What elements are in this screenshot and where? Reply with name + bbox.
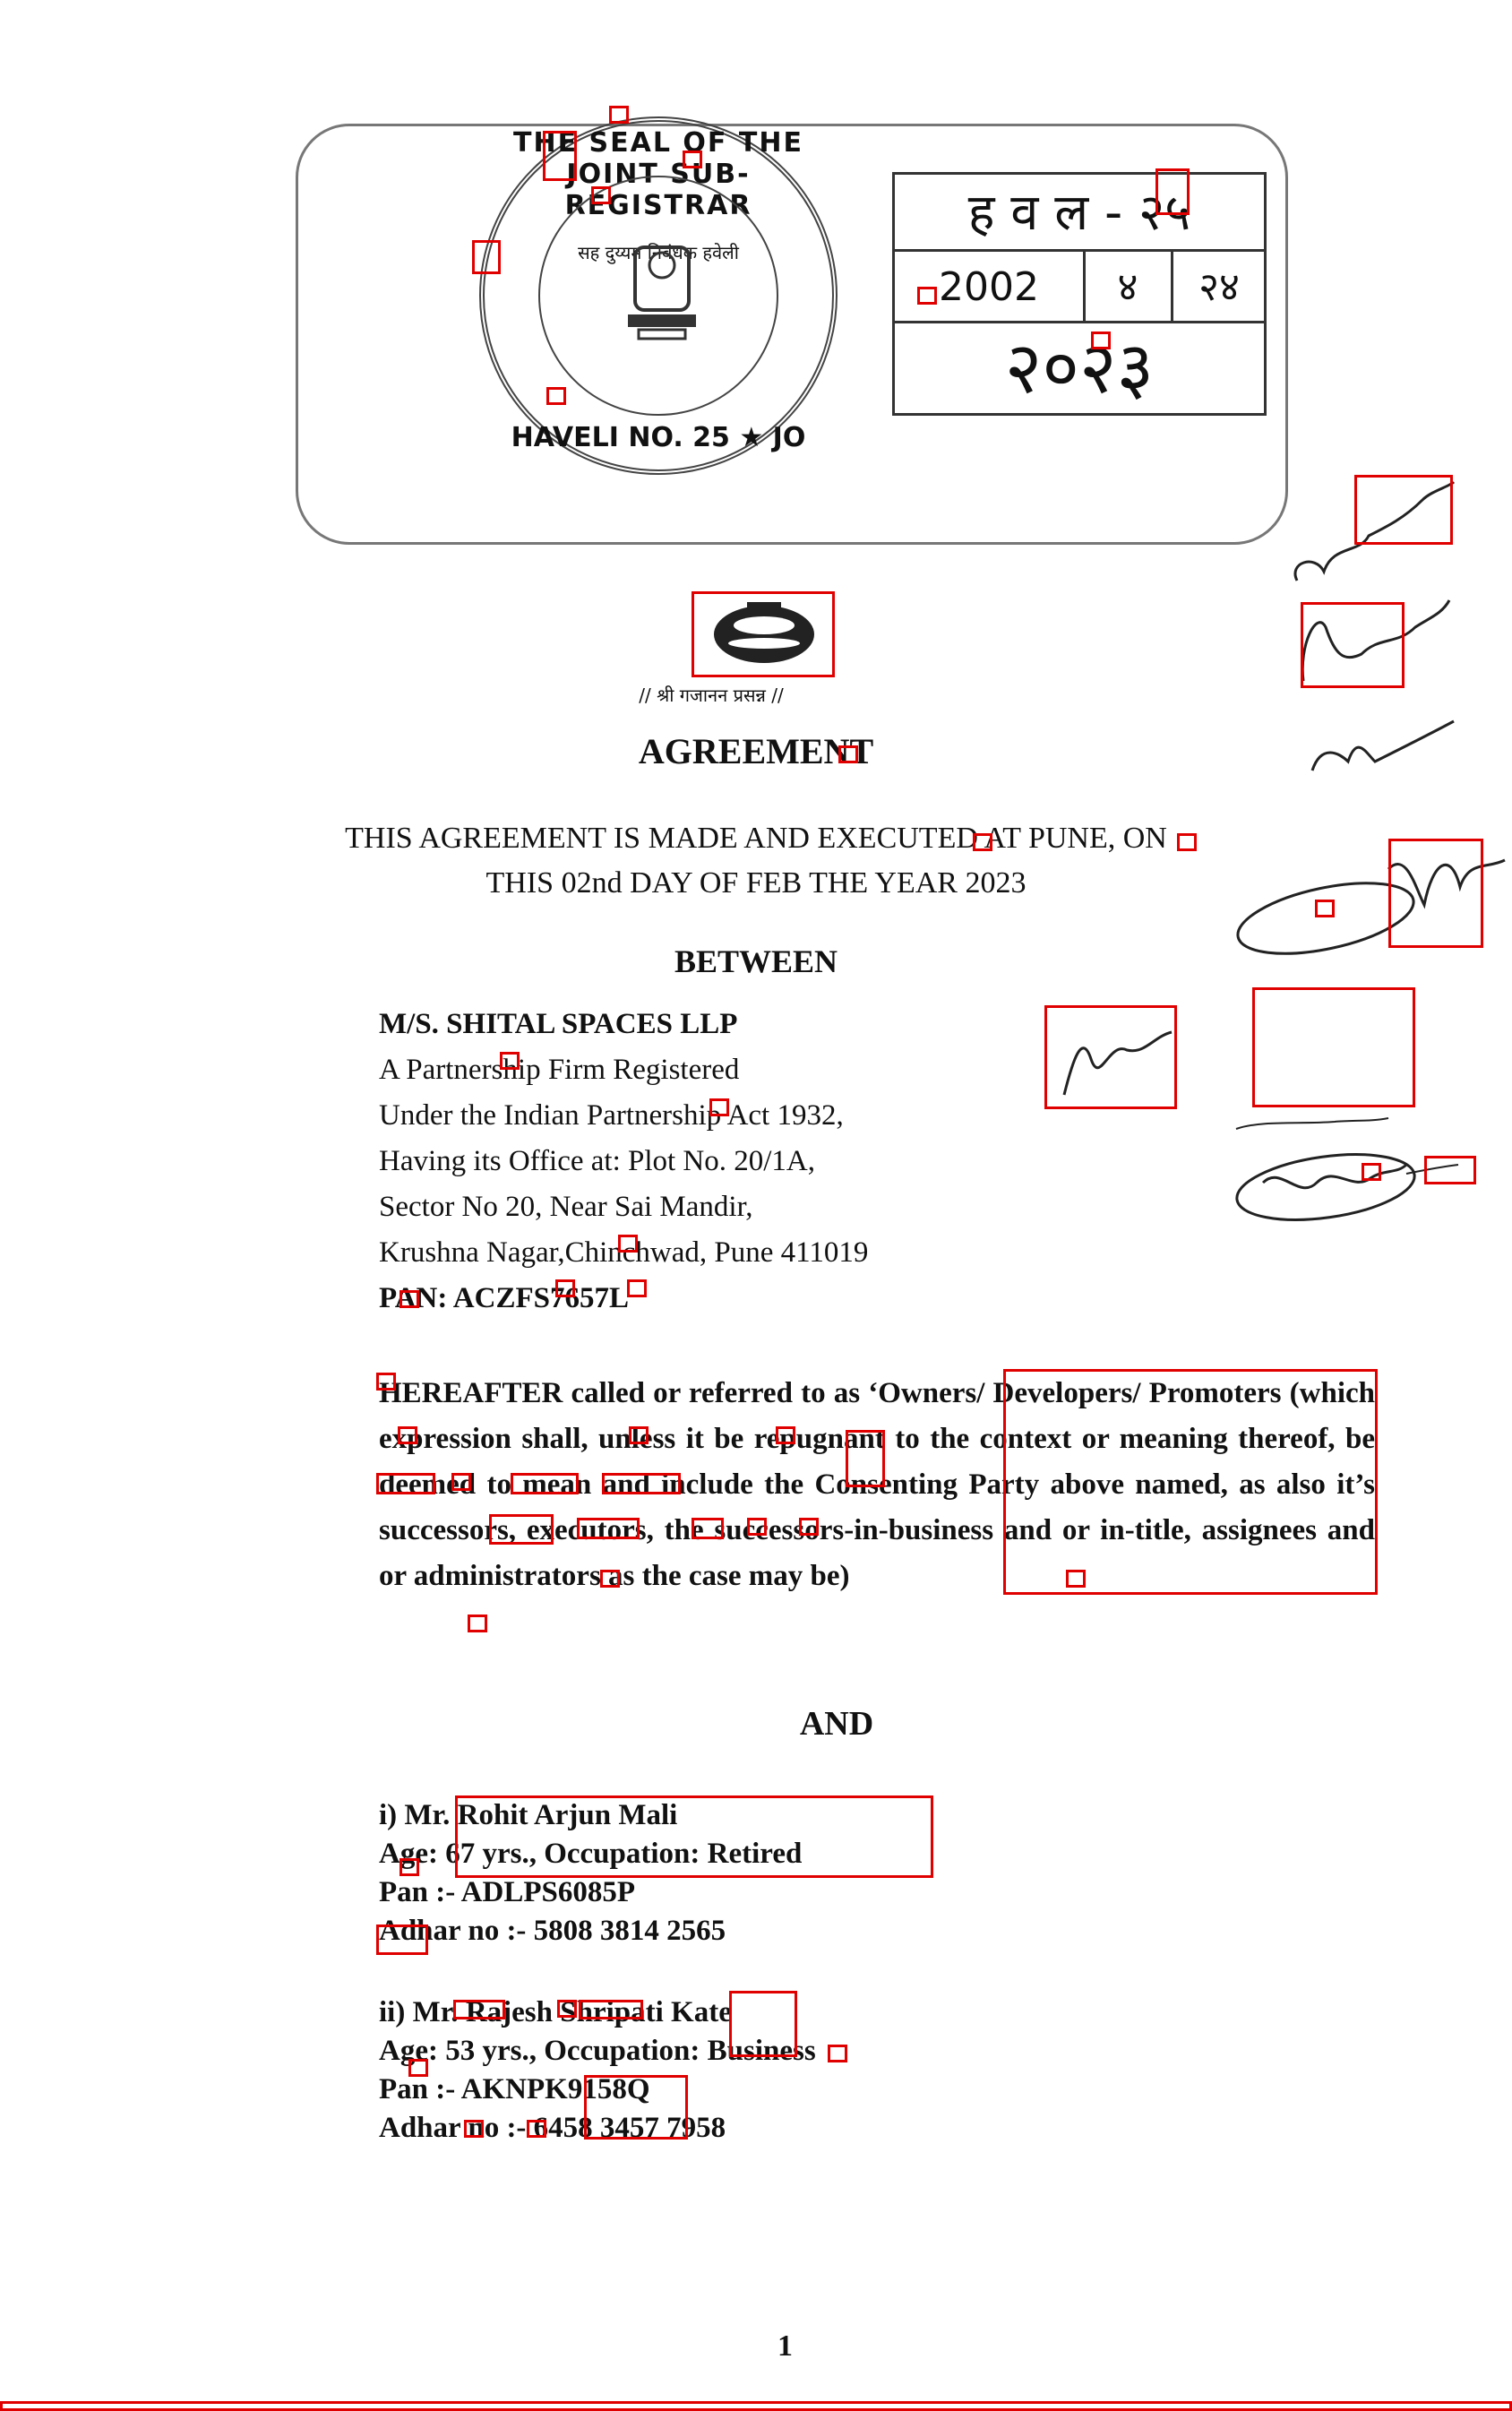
person-2-adhar: Adhar no :- 6458 3457 7958 bbox=[379, 2112, 726, 2144]
intro-line-2: THIS 02nd DAY OF FEB THE YEAR 2023 bbox=[485, 866, 1027, 900]
sub-registrar-seal bbox=[479, 116, 838, 475]
annotation-box bbox=[692, 591, 835, 677]
annotation-box bbox=[747, 1518, 767, 1536]
intro-line-1: THIS AGREEMENT IS MADE AND EXECUTED AT PUNE, ON bbox=[345, 822, 1167, 855]
person-1-age: Age: 67 yrs., Occupation: Retired bbox=[379, 1838, 803, 1870]
annotation-box bbox=[451, 1473, 471, 1491]
document-title: AGREEMENT bbox=[638, 731, 874, 771]
annotation-box bbox=[591, 186, 611, 204]
annotation-box bbox=[557, 2000, 577, 2018]
seal-hindi-text: सह दुय्यम निबंधक हवेली bbox=[578, 242, 739, 263]
annotation-box bbox=[1066, 1570, 1086, 1588]
annotation-box bbox=[546, 387, 566, 405]
annotation-box bbox=[0, 2401, 1512, 2411]
annotation-box bbox=[602, 1473, 681, 1494]
annotation-box bbox=[543, 131, 577, 181]
grid-row-year: २०२३ bbox=[1004, 326, 1155, 409]
party-1-line: A Partnership Firm Registered bbox=[379, 1054, 740, 1086]
person-2-pan: Pan :- AKNPK9158Q bbox=[379, 2073, 650, 2105]
grid-cell-sheet: ४ bbox=[1085, 252, 1173, 323]
annotation-box bbox=[376, 1373, 396, 1391]
annotation-box bbox=[600, 1570, 620, 1588]
annotation-box bbox=[1362, 1163, 1381, 1181]
hereafter-paragraph: HEREAFTER called or referred to as ‘Owners/ Developers/ Promoters (which expression shall, unless it be repugnant to the context or meaning thereof, be deemed to mean and include the Consenting Party above named, as also it’s successors, executors, the successors-in-business and or in-title, assignees and or administrators as the case may be) bbox=[379, 1377, 1375, 1592]
annotation-box bbox=[408, 2059, 428, 2077]
annotation-box bbox=[609, 106, 629, 124]
party-1-line: Having its Office at: Plot No. 20/1A, bbox=[379, 1145, 816, 1177]
party-1-block bbox=[379, 1002, 868, 1322]
seal-bottom-text: HAVELI NO. 25 ★ JO bbox=[511, 422, 806, 453]
grid-row-1: ह व ल - २५ bbox=[895, 175, 1264, 252]
invocation-tagline: // श्री गजानन प्रसन्न // bbox=[639, 685, 784, 706]
annotation-box bbox=[618, 1235, 638, 1253]
annotation-box bbox=[511, 1473, 579, 1494]
annotation-box bbox=[846, 1430, 885, 1487]
seal-top-text: THE SEAL OF THE JOINT SUB-REGISTRAR bbox=[513, 127, 803, 221]
annotation-box bbox=[555, 1279, 575, 1297]
person-1-adhar: Adhar no :- 5808 3814 2565 bbox=[379, 1915, 726, 1947]
annotation-box bbox=[828, 2045, 847, 2062]
grid-cell-number: 2002 bbox=[895, 252, 1086, 323]
annotation-box bbox=[584, 2075, 688, 2140]
person-2-name: ii) Mr. Rajesh Shripati Kate bbox=[379, 1996, 732, 2028]
annotation-box bbox=[729, 1991, 797, 2057]
annotation-box bbox=[799, 1518, 819, 1536]
annotation-box bbox=[579, 2000, 643, 2019]
annotation-box bbox=[1155, 168, 1190, 215]
annotation-box bbox=[1301, 602, 1405, 688]
party-1-line: Sector No 20, Near Sai Mandir, bbox=[379, 1191, 753, 1223]
annotation-box bbox=[776, 1426, 795, 1444]
person-1-pan: Pan :- ADLPS6085P bbox=[379, 1876, 636, 1908]
annotation-box bbox=[398, 1426, 417, 1444]
person-2-age: Age: 53 yrs., Occupation: Business bbox=[379, 2035, 816, 2067]
annotation-box bbox=[683, 151, 702, 168]
party-1-line: Under the Indian Partnership Act 1932, bbox=[379, 1099, 844, 1132]
annotation-box bbox=[1424, 1156, 1476, 1184]
grid-row-2 bbox=[895, 252, 1264, 323]
annotation-box bbox=[489, 1514, 554, 1545]
annotation-box bbox=[1003, 1369, 1378, 1595]
annotation-box bbox=[464, 2120, 484, 2138]
annotation-box bbox=[629, 1426, 649, 1444]
annotation-box bbox=[399, 1858, 419, 1876]
annotation-box bbox=[917, 287, 937, 305]
annotation-box bbox=[468, 1615, 487, 1632]
party-1-name: M/S. SHITAL SPACES LLP bbox=[379, 1008, 738, 1040]
annotation-box bbox=[527, 2120, 546, 2138]
registration-number-grid bbox=[892, 172, 1267, 416]
annotation-box bbox=[692, 1518, 724, 1539]
grid-cell-total: २४ bbox=[1198, 264, 1240, 310]
annotation-box bbox=[1252, 987, 1415, 1107]
annotation-box bbox=[709, 1098, 729, 1116]
annotation-box bbox=[838, 745, 858, 763]
page-number: 1 bbox=[777, 2329, 793, 2363]
and-heading: AND bbox=[799, 1705, 874, 1743]
party-1-line: Krushna Nagar,Chinchwad, Pune 411019 bbox=[379, 1236, 869, 1269]
annotation-box bbox=[1315, 900, 1335, 917]
annotation-box bbox=[1091, 332, 1111, 349]
annotation-box bbox=[627, 1279, 647, 1297]
annotation-box bbox=[1177, 833, 1197, 851]
annotation-box bbox=[376, 1924, 428, 1955]
annotation-box bbox=[453, 2000, 505, 2019]
annotation-box bbox=[376, 1473, 435, 1494]
annotation-box bbox=[472, 240, 501, 274]
annotation-box bbox=[1044, 1005, 1177, 1109]
annotation-box bbox=[455, 1795, 933, 1878]
national-emblem-icon bbox=[619, 229, 705, 364]
between-heading: BETWEEN bbox=[674, 943, 838, 979]
annotation-box bbox=[577, 1518, 640, 1539]
party-1-pan: PAN: ACZFS7657L bbox=[379, 1282, 629, 1314]
annotation-box bbox=[973, 833, 992, 851]
person-1-name: i) Mr. Rohit Arjun Mali bbox=[379, 1799, 678, 1831]
annotation-box bbox=[399, 1290, 419, 1308]
annotation-box bbox=[1354, 475, 1453, 545]
annotation-box bbox=[500, 1052, 520, 1070]
